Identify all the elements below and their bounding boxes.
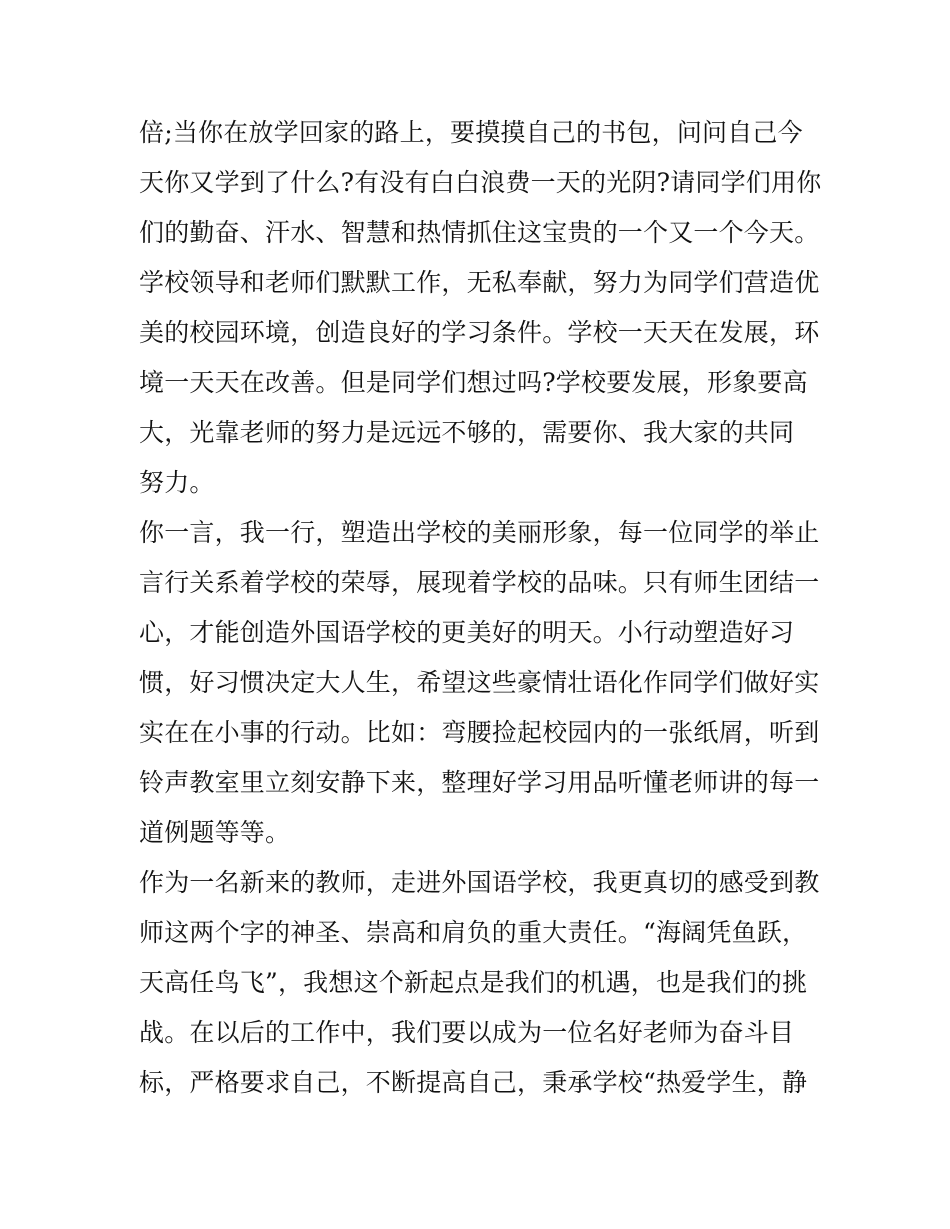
text-line: 倍;当你在放学回家的路上，要摸摸自己的书包，问问自己今 — [139, 118, 803, 147]
text-line: 心，才能创造外国语学校的更美好的明天。小行动塑造好习 — [139, 618, 795, 647]
text-line: 美的校园环境，创造良好的学习条件。学校一天天在发展，环 — [139, 318, 820, 347]
text-line: 惯，好习惯决定大人生，希望这些豪情壮语化作同学们做好实 — [139, 668, 820, 697]
text-line: 战。在以后的工作中，我们要以成为一位名好老师为奋斗目 — [139, 1018, 795, 1047]
body-text — [139, 108, 822, 1108]
text-line: 实在在小事的行动。比如：弯腰捡起校园内的一张纸屑，听到 — [139, 718, 820, 747]
text-line: 言行关系着学校的荣辱，展现着学校的品味。只有师生团结一 — [139, 568, 820, 597]
text-line: 师这两个字的神圣、崇高和肩负的重大责任。“海阔凭鱼跃， — [139, 918, 808, 947]
text-line: 境一天天在改善。但是同学们想过吗?学校要发展，形象要高 — [139, 368, 808, 397]
text-line: 作为一名新来的教师，走进外国语学校，我更真切的感受到教 — [139, 868, 820, 897]
text-line: 大，光靠老师的努力是远远不够的，需要你、我大家的共同 — [139, 418, 795, 447]
text-line: 天你又学到了什么?有没有白白浪费一天的光阴?请同学们用你 — [139, 168, 822, 197]
text-line: 你一言，我一行，塑造出学校的美丽形象，每一位同学的举止 — [139, 518, 820, 547]
text-line: 道例题等等。 — [139, 818, 291, 847]
text-line: 天高任鸟飞”，我想这个新起点是我们的机遇，也是我们的挑 — [139, 968, 808, 997]
text-line: 学校领导和老师们默默工作，无私奉献，努力为同学们营造优 — [139, 268, 820, 297]
text-line: 铃声教室里立刻安静下来，整理好学习用品听懂老师讲的每一 — [139, 768, 820, 797]
text-line: 标，严格要求自己，不断提高自己，秉承学校“热爱学生，静 — [139, 1068, 808, 1097]
text-line: 们的勤奋、汗水、智慧和热情抓住这宝贵的一个又一个今天。 — [139, 218, 820, 247]
text-line: 努力。 — [139, 468, 215, 497]
